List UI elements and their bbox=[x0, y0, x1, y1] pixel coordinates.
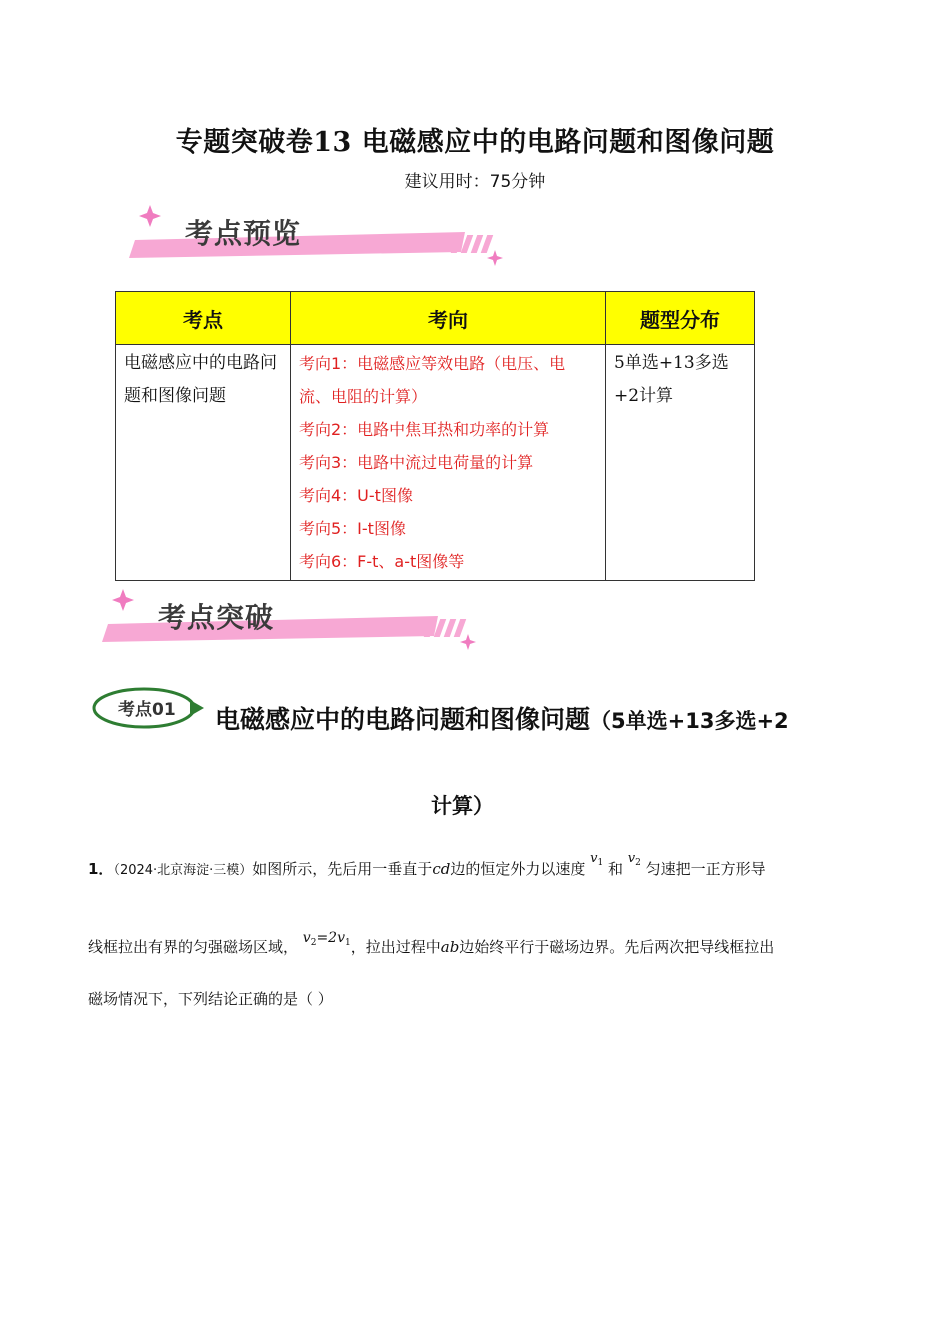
header-topic: 考点 bbox=[116, 292, 291, 345]
section-badge bbox=[92, 686, 208, 734]
preview-banner bbox=[125, 200, 525, 272]
section-heading-main: 电磁感应中的电路问题和图像问题 bbox=[215, 705, 591, 734]
table-row bbox=[116, 345, 755, 581]
math-symbol: v bbox=[302, 930, 311, 946]
question-source: （2024·北京海淀·三模） bbox=[113, 863, 253, 878]
badge-label: 考点01 bbox=[118, 700, 176, 720]
question-text: 匀速把一正方形导 bbox=[645, 860, 766, 878]
preview-banner-label: 考点预览 bbox=[185, 217, 302, 250]
breakthrough-banner bbox=[98, 584, 498, 656]
math-v2 bbox=[628, 851, 641, 866]
sparkle-icon bbox=[487, 250, 503, 266]
question-text: 边始终平行于磁场边界。先后两次把导线框拉出 bbox=[459, 938, 775, 956]
directions-cell bbox=[291, 345, 606, 581]
topic-cell: 电磁感应中的电路问题和图像问题 bbox=[116, 345, 291, 581]
math-symbol: =2v bbox=[316, 930, 345, 946]
question-text: 边的恒定外力以速度 bbox=[450, 860, 586, 878]
math-v1 bbox=[590, 851, 603, 866]
table-header-row bbox=[116, 292, 755, 345]
question-text: 和 bbox=[608, 860, 624, 878]
math-subscript: 1 bbox=[597, 858, 604, 868]
header-distribution: 题型分布 bbox=[606, 292, 755, 345]
direction-item: 考向6：F-t、a-t图像等 bbox=[299, 552, 465, 571]
math-symbol: v bbox=[590, 851, 598, 866]
direction-item: 考向5：I-t图像 bbox=[299, 519, 406, 538]
suggested-time: 建议用时：75分钟 bbox=[404, 172, 546, 192]
header-direction: 考向 bbox=[291, 292, 606, 345]
overview-table bbox=[115, 291, 755, 581]
question-text: 如图所示，先后用一垂直于 bbox=[252, 860, 433, 878]
math-subscript: 2 bbox=[310, 938, 317, 948]
direction-item: 考向4：U-t图像 bbox=[299, 486, 413, 505]
section-heading-continued: 计算） bbox=[431, 794, 494, 818]
question-text: ，拉出过程中 bbox=[350, 938, 441, 956]
section-heading-suffix: （5单选+13多选+2 bbox=[590, 709, 789, 733]
math-equation bbox=[303, 930, 351, 946]
section-heading bbox=[215, 700, 789, 736]
question-1-line-3: 磁场情况下，下列结论正确的是（ ） bbox=[88, 990, 333, 1008]
math-ab: ab bbox=[440, 938, 460, 956]
sparkle-icon bbox=[460, 634, 476, 650]
question-1-line-1 bbox=[88, 851, 868, 880]
direction-item: 考向2：电路中焦耳热和功率的计算 bbox=[299, 420, 550, 439]
question-1-line-2 bbox=[88, 930, 878, 958]
direction-item: 考向1：电磁感应等效电路（电压、电流、电阻的计算） bbox=[299, 354, 566, 406]
page-title: 专题突破卷13 电磁感应中的电路问题和图像问题 bbox=[175, 127, 775, 158]
sparkle-icon bbox=[112, 589, 134, 611]
sparkle-icon bbox=[139, 205, 161, 227]
math-subscript: 2 bbox=[635, 858, 641, 868]
distribution-cell: 5单选+13多选+2计算 bbox=[606, 345, 755, 581]
direction-item: 考向3：电路中流过电荷量的计算 bbox=[299, 453, 534, 472]
math-symbol: v bbox=[627, 851, 636, 866]
math-cd: cd bbox=[432, 860, 451, 878]
math-subscript: 1 bbox=[345, 938, 351, 948]
question-text: 线框拉出有界的匀强磁场区域， bbox=[88, 938, 299, 956]
question-number: 1． bbox=[88, 860, 114, 878]
breakthrough-banner-label: 考点突破 bbox=[158, 601, 275, 634]
